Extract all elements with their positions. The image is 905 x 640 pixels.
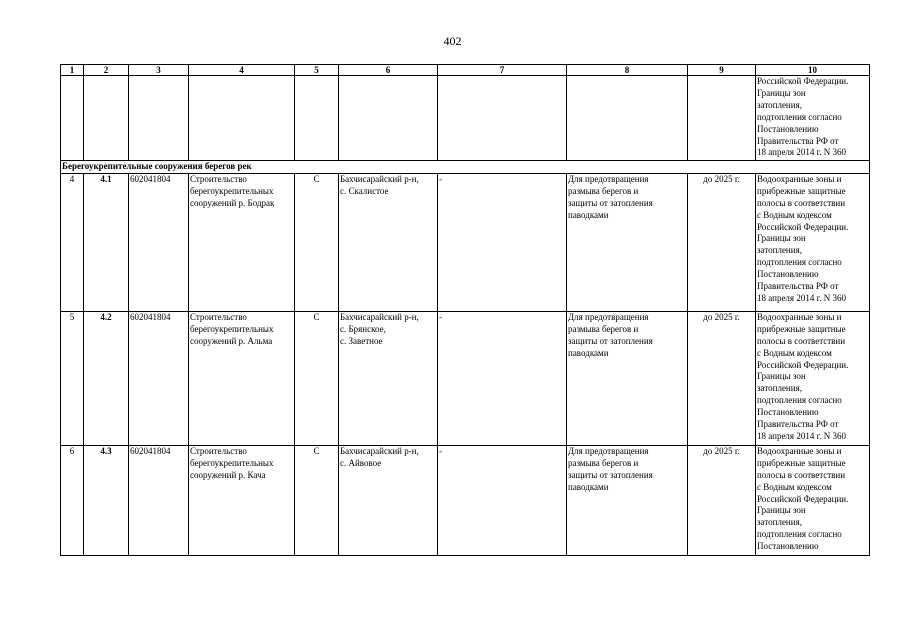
cell <box>339 76 438 161</box>
continuation-row <box>61 76 870 161</box>
row-category: С <box>295 445 339 555</box>
cell <box>129 76 189 161</box>
row-code: 4.1 <box>84 173 129 311</box>
cell <box>688 76 756 161</box>
cell <box>567 76 688 161</box>
row-name: Строительство берегоукрепительных сооружений р. Кача <box>189 445 295 555</box>
cell <box>84 76 129 161</box>
row-term: до 2025 г. <box>688 311 756 445</box>
row-code: 4.3 <box>84 445 129 555</box>
row-purpose: Для предотвращения размыва берегов и защиты от затопления паводками <box>567 311 688 445</box>
row-note: Водоохранные зоны и прибрежные защитные полосы в соответствии с Водным кодексом Российской Федерации. Границы зон затопления, подтопления согласно Постановлению <box>756 445 870 555</box>
row-number: 6 <box>61 445 84 555</box>
row-location: Бахчисарайский р-н, с. Скалистое <box>339 173 438 311</box>
row-name: Строительство берегоукрепительных сооружений р. Альма <box>189 311 295 445</box>
continuation-note: Российской Федерации. Границы зон затопления, подтопления согласно Постановлению Правительства РФ от 18 апреля 2014 г. N 360 <box>756 76 870 161</box>
column-header: 6 <box>339 65 438 76</box>
row-col7: - <box>438 445 567 555</box>
header-row <box>61 65 870 76</box>
column-header: 8 <box>567 65 688 76</box>
row-purpose: Для предотвращения размыва берегов и защиты от затопления паводками <box>567 173 688 311</box>
column-header: 10 <box>756 65 870 76</box>
table-row <box>61 173 870 311</box>
column-header: 9 <box>688 65 756 76</box>
page-number: 402 <box>443 34 462 48</box>
cell <box>61 76 84 161</box>
column-header: 2 <box>84 65 129 76</box>
section-title: Берегоукрепительные сооружения берегов рек <box>61 161 870 174</box>
row-note: Водоохранные зоны и прибрежные защитные полосы в соответствии с Водным кодексом Российской Федерации. Границы зон затопления, подтопления согласно Постановлению Правительства РФ от 18 апреля 2014 г. N 360 <box>756 311 870 445</box>
cell <box>438 76 567 161</box>
row-number: 5 <box>61 311 84 445</box>
column-header: 3 <box>129 65 189 76</box>
row-col7: - <box>438 173 567 311</box>
row-term: до 2025 г. <box>688 173 756 311</box>
row-col7: - <box>438 311 567 445</box>
column-header: 5 <box>295 65 339 76</box>
cell <box>189 76 295 161</box>
table-row <box>61 311 870 445</box>
document-table <box>60 64 870 556</box>
row-location: Бахчисарайский р-н, с. Брянское, с. Заветное <box>339 311 438 445</box>
row-category: С <box>295 173 339 311</box>
table-row <box>61 445 870 555</box>
column-header: 7 <box>438 65 567 76</box>
row-id: 602041804 <box>129 445 189 555</box>
row-location: Бахчисарайский р-н, с. Айвовое <box>339 445 438 555</box>
row-id: 602041804 <box>129 311 189 445</box>
column-header: 1 <box>61 65 84 76</box>
row-number: 4 <box>61 173 84 311</box>
row-purpose: Для предотвращения размыва берегов и защиты от затопления паводками <box>567 445 688 555</box>
cell <box>295 76 339 161</box>
row-id: 602041804 <box>129 173 189 311</box>
row-term: до 2025 г. <box>688 445 756 555</box>
row-note: Водоохранные зоны и прибрежные защитные полосы в соответствии с Водным кодексом Российской Федерации. Границы зон затопления, подтопления согласно Постановлению Правительства РФ от 18 апреля 2014 г. N 360 <box>756 173 870 311</box>
row-code: 4.2 <box>84 311 129 445</box>
column-header: 4 <box>189 65 295 76</box>
row-category: С <box>295 311 339 445</box>
section-row <box>61 161 870 174</box>
row-name: Строительство берегоукрепительных сооружений р. Бодрак <box>189 173 295 311</box>
